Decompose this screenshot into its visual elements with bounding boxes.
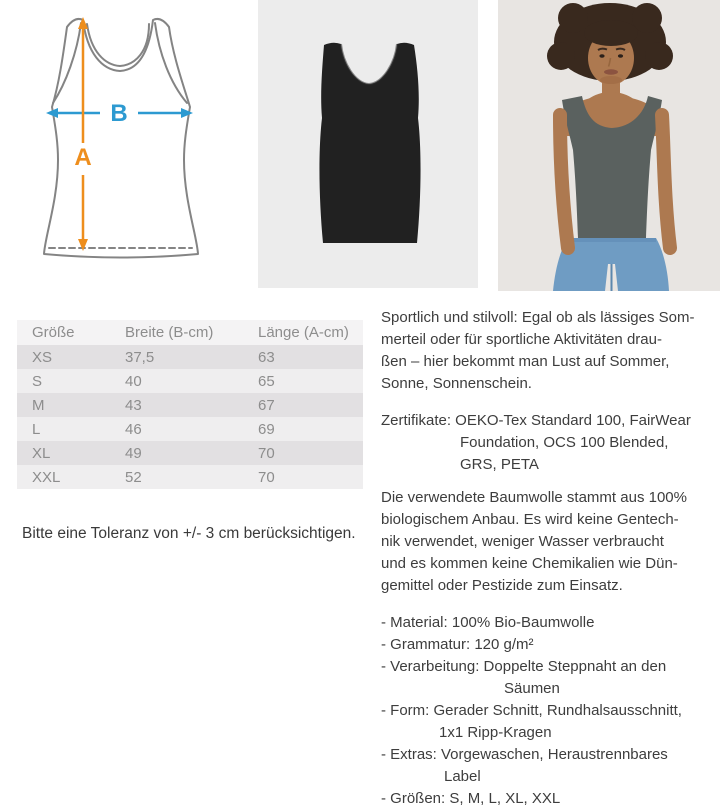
description-cotton-line-2: biologischem Anbau. Es wird keine Gentech- <box>381 511 679 528</box>
size-table-cell: 65 <box>258 372 275 390</box>
description-intro <box>381 307 719 395</box>
spec-item-4-line-2: 1x1 Ripp-Kragen <box>439 724 552 741</box>
spec-item-5-line-2: Label <box>444 768 481 785</box>
description-certificates-line-3: GRS, PETA <box>460 456 539 473</box>
size-table-cell: 67 <box>258 396 275 414</box>
description-cotton <box>381 487 719 597</box>
description-intro-line-2: merteil oder für sportliche Aktivitäten drau- <box>381 331 662 348</box>
size-table-row-S <box>17 369 363 393</box>
spec-item-6-line-1: - Größen: S, M, L, XL, XXL <box>381 790 561 807</box>
description-intro-line-3: ßen – hier bekommt man Lust auf Sommer, <box>381 353 670 370</box>
spec-item-2 <box>381 634 719 656</box>
size-table-row-L <box>17 417 363 441</box>
size-table-cell: XS <box>32 348 53 366</box>
tolerance-note: Bitte eine Toleranz von +/- 3 cm berücksichtigen. <box>22 525 356 542</box>
spec-item-3-line-2: Säumen <box>504 680 560 697</box>
description-certificates-line-2: Foundation, OCS 100 Blended, <box>460 434 669 451</box>
size-table-row-XL <box>17 441 363 465</box>
size-table-cell: 70 <box>258 468 275 486</box>
size-table-cell: 46 <box>125 420 142 438</box>
spec-item-3-line-1: - Verarbeitung: Doppelte Steppnaht an den <box>381 658 667 675</box>
spec-item-5-line-1: - Extras: Vorgewaschen, Heraustrennbares <box>381 746 668 763</box>
product-photo-black-tank <box>258 0 478 288</box>
size-measurement-diagram <box>35 8 205 266</box>
size-table-cell: XXL <box>32 468 61 486</box>
size-table-cell: 63 <box>258 348 275 366</box>
product-photo-model <box>498 0 720 291</box>
size-table-cell: 70 <box>258 444 275 462</box>
size-table-cell: 40 <box>125 372 142 390</box>
size-table-cell: 69 <box>258 420 275 438</box>
description-certificates <box>381 410 719 476</box>
description-intro-line-1: Sportlich und stilvoll: Egal ob als lässiges Som- <box>381 309 695 326</box>
description-cotton-line-4: und es kommen keine Chemikalien wie Dün- <box>381 555 678 572</box>
product-description <box>381 307 719 810</box>
size-table-body <box>17 345 363 489</box>
spec-item-1 <box>381 612 719 634</box>
size-table-cell: 43 <box>125 396 142 414</box>
width-label: B <box>110 100 128 127</box>
size-table-cell: M <box>32 396 45 414</box>
description-cotton-line-5: gemittel oder Pestizide zum Einsatz. <box>381 577 623 594</box>
spec-item-4 <box>381 700 719 744</box>
description-cotton-line-3: nik verwendet, weniger Wasser verbraucht <box>381 533 664 550</box>
size-table-row-XXL <box>17 465 363 489</box>
header-groesse: Größe <box>32 324 75 341</box>
size-table-cell: S <box>32 372 43 390</box>
size-table-cell: 37,5 <box>125 348 155 366</box>
tank-top-outline <box>44 19 198 258</box>
spec-list <box>381 612 719 810</box>
size-table-header-row <box>17 320 363 345</box>
description-certificates-line-1: Zertifikate: OEKO-Tex Standard 100, FairWear <box>381 412 691 429</box>
spec-item-4-line-1: - Form: Gerader Schnitt, Rundhalsausschnitt, <box>381 702 682 719</box>
size-table-row-M <box>17 393 363 417</box>
black-tank-silhouette <box>258 0 478 288</box>
product-image-row <box>0 0 720 292</box>
size-table-cell: L <box>32 420 41 438</box>
size-table-cell: 52 <box>125 468 142 486</box>
size-table <box>17 320 363 489</box>
size-table-cell: 49 <box>125 444 142 462</box>
description-cotton-line-1: Die verwendete Baumwolle stammt aus 100% <box>381 489 687 506</box>
header-breite: Breite (B-cm) <box>125 324 214 341</box>
spec-item-5 <box>381 744 719 788</box>
header-laenge: Länge (A-cm) <box>258 324 349 341</box>
description-intro-line-4: Sonne, Sonnenschein. <box>381 375 532 392</box>
spec-item-2-line-1: - Grammatur: 120 g/m² <box>381 636 534 653</box>
size-table-cell: XL <box>32 444 51 462</box>
size-table-row-XS <box>17 345 363 369</box>
spec-item-3 <box>381 656 719 700</box>
length-label: A <box>74 144 92 171</box>
model-illustration <box>498 0 720 291</box>
spec-item-6 <box>381 788 719 810</box>
spec-item-1-line-1: - Material: 100% Bio-Baumwolle <box>381 614 595 631</box>
